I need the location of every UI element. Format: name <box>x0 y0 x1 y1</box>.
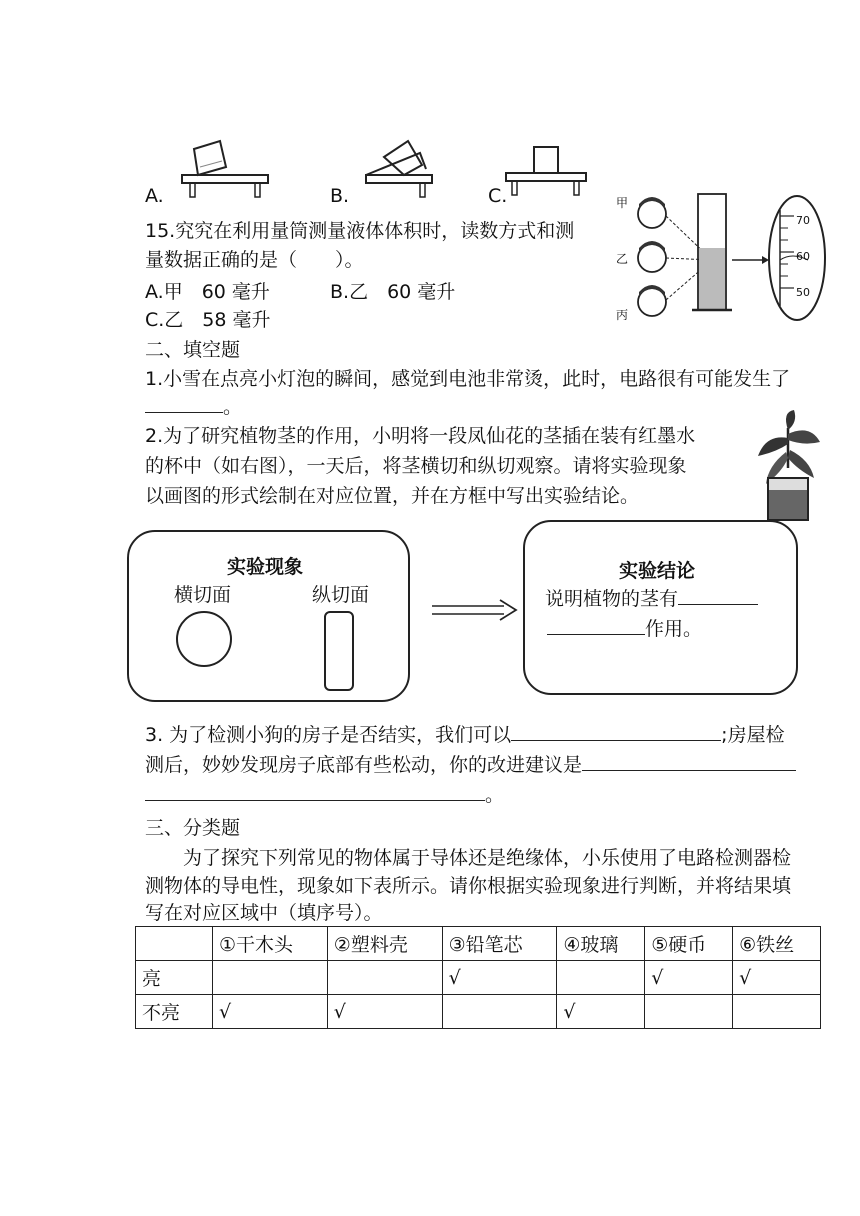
answer-blank[interactable] <box>582 752 796 771</box>
double-arrow-icon <box>430 598 520 622</box>
table-header-row <box>136 927 821 961</box>
q15-option-c: C.乙 58 毫升 <box>145 309 271 331</box>
conclusion-line1-text: 说明植物的茎有 <box>545 588 679 610</box>
table-cell <box>327 961 442 995</box>
cross-section-label: 横切面 <box>174 584 232 606</box>
table-header-cell: ④玻璃 <box>557 927 645 961</box>
phenomenon-box <box>127 530 410 702</box>
table-cell: √ <box>645 961 733 995</box>
conclusion-title: 实验结论 <box>619 560 696 582</box>
table-cell: √ <box>557 995 645 1029</box>
balance-tilted-icon <box>180 135 280 205</box>
longitudinal-section-label: 纵切面 <box>312 584 370 606</box>
balance-tilted-icon <box>360 135 460 205</box>
table-row <box>136 961 821 995</box>
conclusion-box <box>523 520 798 695</box>
section3-heading: 三、分类题 <box>145 817 241 839</box>
table-row-label: 不亮 <box>136 995 213 1029</box>
fill-q3-line2 <box>145 752 796 778</box>
balance-level-icon <box>502 135 592 205</box>
table-cell <box>557 961 645 995</box>
table-cell <box>733 995 821 1029</box>
conclusion-line2 <box>547 614 702 641</box>
table-cell <box>213 961 328 995</box>
option-a-figure <box>145 135 280 207</box>
q15-option-b: B.乙 60 毫升 <box>330 281 456 303</box>
table-cell: √ <box>327 995 442 1029</box>
answer-blank[interactable] <box>678 586 758 605</box>
answer-blank[interactable] <box>145 782 485 801</box>
conclusion-line2-end: 作用。 <box>645 618 703 640</box>
fill-q1-end: 。 <box>223 396 243 418</box>
section3-intro-line3: 写在对应区域中（填序号）。 <box>145 902 383 924</box>
fill-q3-part2: ;房屋检 <box>721 724 785 746</box>
table-row <box>136 995 821 1029</box>
conclusion-line1 <box>545 584 758 611</box>
graduated-cylinder-figure <box>612 188 832 328</box>
cross-section-drawing-area[interactable] <box>173 608 235 670</box>
section2-heading: 二、填空题 <box>145 339 241 361</box>
scale-label-70: 70 <box>796 214 810 227</box>
table-cell <box>442 995 557 1029</box>
table-header-cell: ⑥铁丝 <box>733 927 821 961</box>
section3-intro-line1: 为了探究下列常见的物体属于导体还是绝缘体，小乐使用了电路检测器检 <box>183 847 792 869</box>
option-b-figure <box>330 135 460 205</box>
fill-q1-answer-line <box>145 394 242 420</box>
fill-q3-line1 <box>145 722 785 748</box>
fill-q3-part1: 3. 为了检测小狗的房子是否结实，我们可以 <box>145 724 512 746</box>
answer-blank[interactable] <box>511 722 721 741</box>
option-a-label: A. <box>145 185 164 207</box>
table-cell: √ <box>442 961 557 995</box>
answer-blank[interactable] <box>145 394 223 413</box>
fill-q3-line3 <box>145 782 504 808</box>
section3-intro-line2: 测物体的导电性，现象如下表所示。请你根据实验现象进行判断，并将结果填 <box>145 875 792 897</box>
option-b-label: B. <box>330 185 350 207</box>
table-cell: √ <box>213 995 328 1029</box>
fill-q1-text: 1.小雪在点亮小灯泡的瞬间，感觉到电池非常烫，此时，电路很有可能发生了 <box>145 368 791 390</box>
scale-label-60: 60 <box>796 250 810 263</box>
q15-line1: 15.究究在利用量筒测量液体体积时，读数方式和测 <box>145 220 575 242</box>
viewer-label-yi: 乙 <box>616 252 629 266</box>
table-header-cell: ③铅笔芯 <box>442 927 557 961</box>
q15-option-a: A.甲 60 毫升 <box>145 281 270 303</box>
option-c-label: C. <box>488 185 508 207</box>
table-cell <box>645 995 733 1029</box>
table-header-cell: ①干木头 <box>213 927 328 961</box>
answer-blank[interactable] <box>547 616 645 635</box>
fill-q3-part3: 测后，妙妙发现房子底部有些松动，你的改进建议是 <box>145 754 583 776</box>
table-cell: √ <box>733 961 821 995</box>
fill-q2-line2: 的杯中（如右图），一天后，将茎横切和纵切观察。请将实验现象 <box>145 455 687 477</box>
longitudinal-section-drawing-area[interactable] <box>323 610 357 694</box>
plant-in-cup-icon <box>752 408 824 523</box>
fill-q2-line1: 2.为了研究植物茎的作用，小明将一段凤仙花的茎插在装有红墨水 <box>145 425 696 447</box>
viewer-label-bing: 丙 <box>616 308 629 322</box>
fill-q3-end: 。 <box>485 784 505 806</box>
table-header-cell: ⑤硬币 <box>645 927 733 961</box>
viewer-label-jia: 甲 <box>616 196 629 210</box>
option-c-figure <box>488 135 598 205</box>
table-header-cell <box>136 927 213 961</box>
conductivity-table <box>135 926 821 1029</box>
q15-line2: 量数据正确的是（ ）。 <box>145 249 364 271</box>
phenomenon-title: 实验现象 <box>227 556 304 578</box>
fill-q2-line3: 以画图的形式绘制在对应位置，并在方框中写出实验结论。 <box>145 485 640 507</box>
table-header-cell: ②塑料壳 <box>327 927 442 961</box>
scale-label-50: 50 <box>796 286 810 299</box>
table-row-label: 亮 <box>136 961 213 995</box>
